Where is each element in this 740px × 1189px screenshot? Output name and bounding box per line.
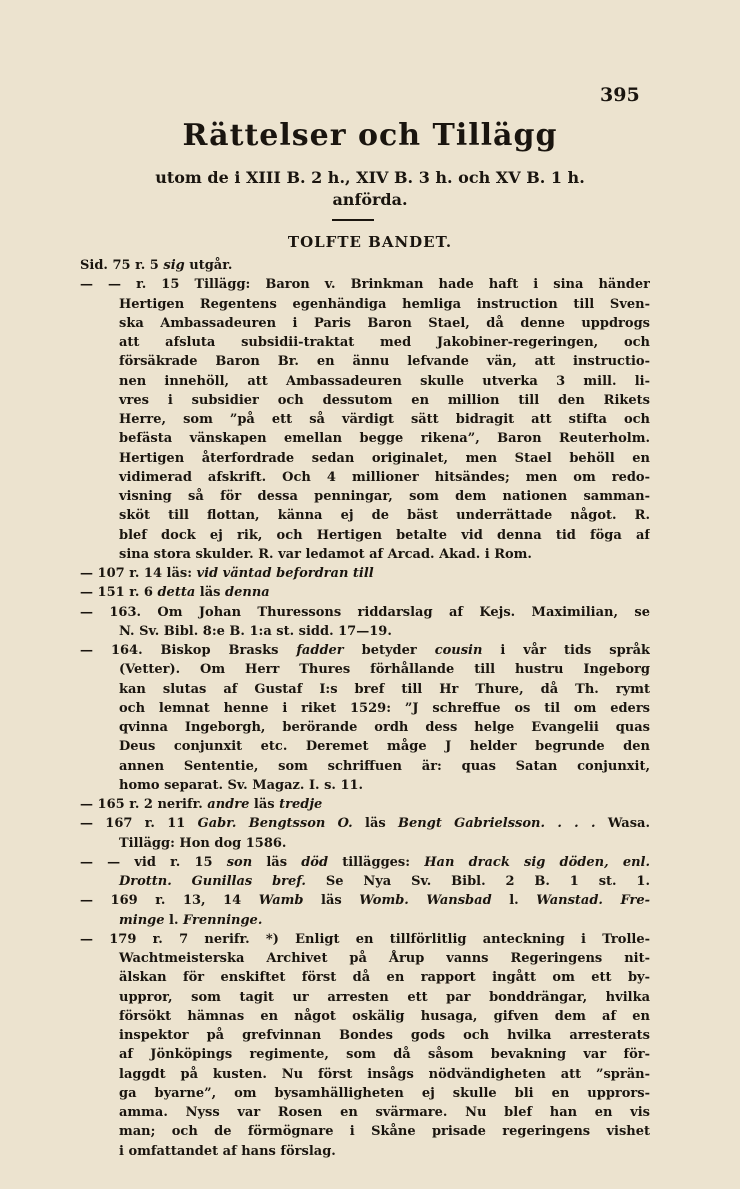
text-run: Wansbad [426, 893, 492, 909]
text-run: — 151 r. 6 [80, 585, 158, 601]
text-run: amma. Nyss var Rosen en svärmare. Nu blef han en vis [119, 1105, 650, 1120]
text-run: vres i subsidier och dessutom en million till den Rikets [119, 392, 650, 408]
text-line [80, 545, 650, 564]
text-run: — — r. 15 Tillägg: Baron v. Brinkman hade haft i sina händer [80, 277, 650, 293]
text-run: inspektor på grefvinnan Bondes gods och hvilka arresterats [119, 1028, 650, 1043]
text-run: denna [225, 585, 270, 601]
text-run: Gabr. Bengtsson O. [197, 816, 353, 832]
text-line [80, 949, 650, 968]
text-run: ska Ambassadeuren i Paris Baron Stael, då denne uppdrogs [119, 315, 650, 331]
text-line [80, 487, 650, 506]
text-line [80, 333, 650, 352]
section-heading: TOLFTE BANDET. [287, 233, 453, 251]
text-line [80, 814, 650, 833]
text-line [80, 1045, 650, 1064]
text-line [80, 352, 650, 371]
text-run: Han drack sig döden, enl. [424, 854, 650, 870]
page-title: Rättelser och Tillägg [182, 118, 558, 153]
text-line [80, 506, 650, 525]
text-run: Womb. [359, 893, 409, 909]
text-line [80, 988, 650, 1007]
text-run: annen Sententie, som schriffuen är: quas Satan conjunxit, [119, 758, 650, 774]
text-run: Tillägg: Hon dog 1586. [119, 835, 287, 851]
text-run: af Jönköpings regimente, som då såsom bevakning var för- [119, 1047, 650, 1063]
text-line [80, 449, 650, 468]
text-line [80, 1084, 650, 1103]
text-line [80, 757, 650, 776]
text-run: Hertigen Regentens egenhändiga hemliga instruction till Sven- [119, 296, 650, 312]
text-run: — 169 r. 13, 14 [80, 893, 259, 909]
text-line [80, 872, 650, 891]
text-run: kan slutas af Gustaf I:s bref till Hr Thure, då Th. rymt [119, 681, 650, 697]
text-run: tillägges: [328, 854, 425, 870]
text-run: älskan för enskiftet först då en rapport ingått om ett by- [119, 970, 650, 986]
text-run: befästa vänskapen emellan begge rikena”, Baron Reuterholm. [119, 431, 650, 447]
text-run: detta [157, 585, 196, 601]
text-run: — 165 r. 2 nerifr. [80, 797, 208, 812]
text-run: läs [252, 854, 302, 870]
text-run: nen innehöll, att Ambassadeuren skulle utverka 3 mill. li- [119, 373, 650, 389]
divider-rule [332, 219, 374, 221]
text-run: laggdt på kusten. Nu först insågs nödvändigheten att ”sprän- [119, 1066, 650, 1082]
text-run: — 167 r. 11 [80, 816, 198, 832]
text-run: läs [303, 893, 360, 909]
text-run: Wanstad. Fre- [536, 893, 650, 909]
text-line [80, 1065, 650, 1084]
text-run: tredje [279, 797, 323, 812]
text-run: minge [119, 912, 165, 928]
text-run: Deus conjunxit etc. Deremet måge J helder begrunde den [119, 739, 650, 755]
text-run: Herre, som ”på ett så värdigt sätt bidragit att stifta och [119, 412, 650, 427]
text-run: (Vetter). Om Herr Thures förhållande till hustru Ingeborg [119, 662, 650, 678]
text-line [80, 410, 650, 429]
text-run: — — vid r. 15 [80, 854, 227, 870]
text-line [80, 911, 650, 930]
text-run: Wamb [258, 893, 304, 909]
text-line [80, 641, 650, 660]
text-line [80, 853, 650, 872]
text-run: man; och de förmögnare i Skåne prisade regeringens vishet [119, 1124, 650, 1140]
text-line [80, 256, 650, 275]
text-line [80, 1007, 650, 1026]
text-run: son [226, 854, 253, 870]
text-run: sina stora skulder. R. var ledamot af Arcad. Akad. i Rom. [119, 546, 532, 562]
text-run: l. [164, 912, 184, 928]
text-run: qvinna Ingeborgh, berörande ordh dess helge Evangelii quas [119, 720, 650, 735]
text-run: uppror, som tagit ur arresten ett par bonddrängar, hvilka [119, 989, 650, 1005]
text-run: Sid. 75 r. 5 [80, 258, 164, 273]
errata-body [80, 256, 650, 1161]
text-line [80, 603, 650, 622]
text-run: vid väntad befordran till [196, 566, 374, 581]
text-run: i vår tids språk [482, 643, 650, 658]
text-run: Wasa. [595, 816, 650, 832]
text-run: och lemnat henne i riket 1529: ”J schreffue os til om eders [119, 700, 650, 716]
text-run: cousin [434, 643, 483, 658]
text-line [80, 1026, 650, 1045]
text-run: — 107 r. 14 läs: [80, 566, 197, 581]
text-run: betyder [343, 643, 435, 658]
text-line [80, 680, 650, 699]
text-run: sköt till flottan, känna ej de bäst underrättade något. R. [119, 508, 650, 524]
text-run: sig [163, 258, 185, 273]
text-run: — 164. Biskop Brasks [80, 643, 297, 658]
text-line [80, 564, 650, 583]
text-line [80, 622, 650, 641]
text-line [80, 699, 650, 718]
text-run: läs [195, 585, 225, 601]
text-run: Wachtmeisterska Archivet på Årup vanns Regeringens nit- [119, 951, 650, 966]
text-line [80, 391, 650, 410]
text-run: andre [207, 797, 250, 812]
text-run: Hertigen återfordrade sedan originalet, men Stael behöll en [119, 450, 650, 466]
text-line [80, 795, 650, 814]
text-run: ga byarne”, om bysamhälligheten ej skulle bli en upprors- [119, 1085, 650, 1101]
text-line [80, 660, 650, 679]
text-run: i omfattandet af hans förslag. [119, 1143, 336, 1159]
text-line [80, 718, 650, 737]
text-line [80, 314, 650, 333]
text-line [80, 429, 650, 448]
text-run: försökt hämnas en något oskälig husaga, gifven dem af en [119, 1008, 650, 1024]
text-line [80, 834, 650, 853]
text-line [80, 891, 650, 910]
subtitle-line-2: anförda. [332, 190, 408, 209]
text-run [409, 893, 427, 908]
text-run: l. [491, 893, 537, 909]
text-run: läs [352, 816, 399, 832]
text-run: blef dock ej rik, och Hertigen betalte vid denna tid föga af [119, 527, 650, 543]
text-line [80, 583, 650, 602]
text-line [80, 1103, 650, 1122]
text-run: N. Sv. Bibl. 8:e B. 1:a st. sidd. 17—19. [119, 623, 392, 639]
text-line [80, 968, 650, 987]
text-line [80, 737, 650, 756]
text-line [80, 930, 650, 949]
text-run: fadder [296, 643, 344, 658]
text-run: utgår. [184, 258, 233, 273]
text-run: Frenninge. [183, 912, 263, 928]
text-run: homo separat. Sv. Magaz. I. s. 11. [119, 777, 364, 793]
text-run: visning så för dessa penningar, som dem nationen samman- [119, 489, 650, 504]
text-line [80, 295, 650, 314]
text-run: Se Nya Sv. Bibl. 2 B. 1 st. 1. [305, 874, 650, 889]
text-run: — 163. Om Johan Thuressons riddarslag af Kejs. Maximilian, se [80, 604, 650, 620]
text-run: att afsluta subsidii-traktat med Jakobiner-regeringen, och [119, 335, 650, 350]
text-line [80, 1142, 650, 1161]
text-run: Drottn. Gunillas bref. [119, 874, 306, 889]
subtitle-line-1: utom de i XIII B. 2 h., XIV B. 3 h. och XV B. 1 h. [155, 168, 585, 187]
text-line [80, 275, 650, 294]
text-line [80, 526, 650, 545]
text-line [80, 372, 650, 391]
text-run: död [301, 854, 329, 870]
text-line [80, 468, 650, 487]
text-run: Bengt Gabrielsson. . . . [398, 816, 596, 832]
text-run: vidimerad afskrift. Och 4 millioner hitsändes; men om redo- [119, 469, 650, 485]
text-run: läs [249, 797, 280, 812]
text-run: — 179 r. 7 nerifr. *) Enligt en tillförlitlig anteckning i Trolle- [80, 931, 650, 947]
text-line [80, 776, 650, 795]
text-line [80, 1122, 650, 1141]
page-number: 395 [600, 84, 640, 106]
text-run: försäkrade Baron Br. en ännu lefvande vän, att instructio- [119, 354, 650, 370]
